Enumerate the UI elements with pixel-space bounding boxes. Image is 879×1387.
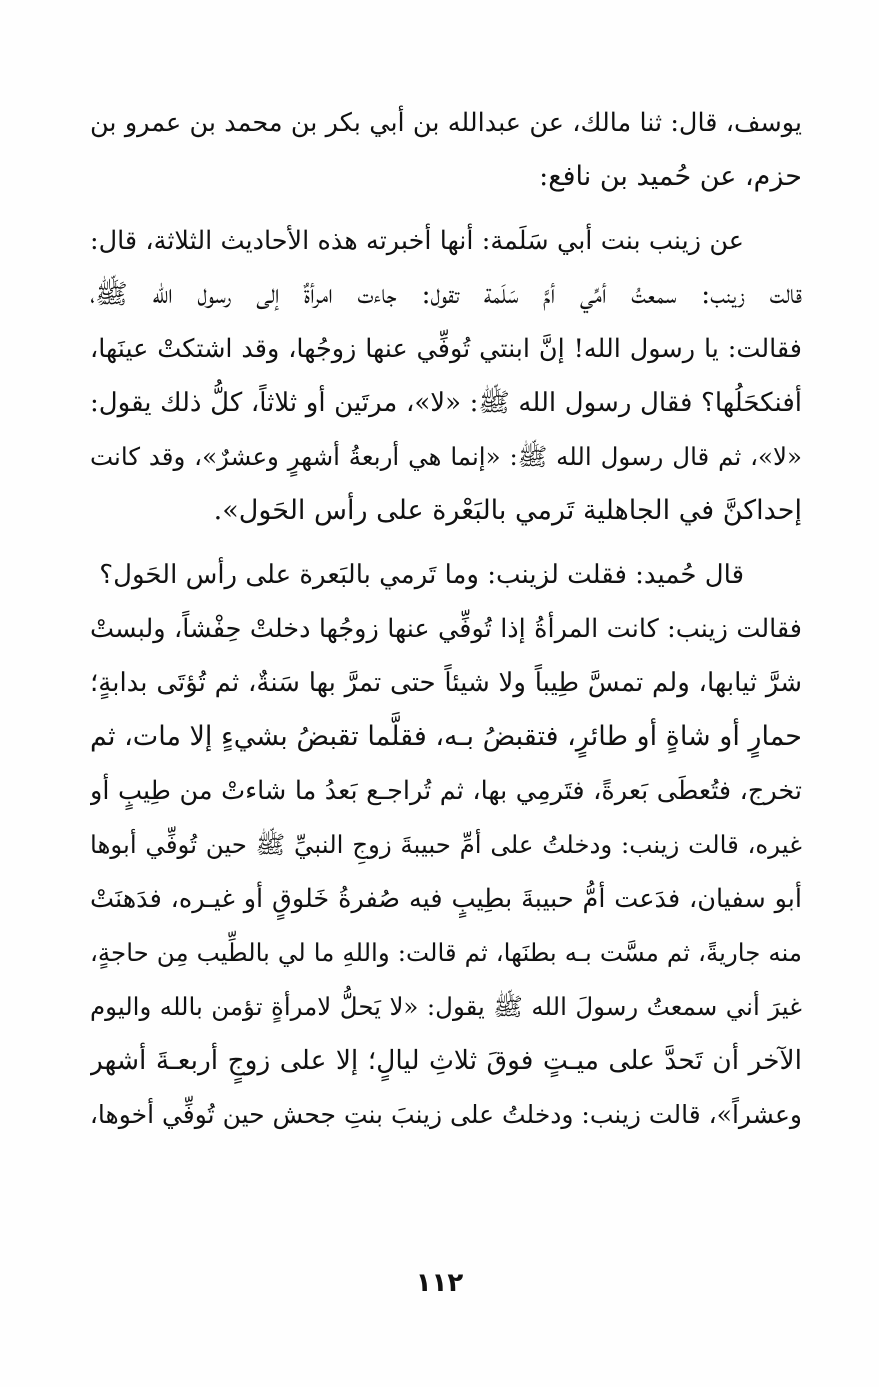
text-line: فقالت: يا رسول الله! إنَّ ابنتي تُوفِّي عنها زوجُها، وقد اشتكتْ عينَها،	[90, 334, 802, 364]
text-line: الآخر أن تَحدَّ على ميـتٍ فوقَ ثلاثِ ليالٍ؛ إلا على زوجٍ أربعـةَ أشهر	[90, 1045, 802, 1076]
text-line: فقالت زينب: كانت المرأةُ إذا تُوفِّي عنها زوجُها دخلتْ حِفْشاً، ولبستْ	[90, 614, 802, 644]
text-line: إحداكنَّ في الجاهلية تَرمي بالبَعْرة على رأس الحَول».	[213, 495, 802, 526]
text-line: حزم، عن حُميد بن نافع:	[539, 161, 802, 192]
text-line: وعشراً»، قالت زينب: ودخلتُ على زينبَ بنتِ جحش حين تُوفِّي أخوها،	[90, 1100, 802, 1129]
text-line: غيره، قالت زينب: ودخلتُ على أمِّ حبيبةَ زوجِ النبيِّ ﷺ حين تُوفِّي أبوها	[90, 830, 802, 859]
text-line: شرَّ ثيابها، ولم تمسَّ طِيباً ولا شيئاً حتى تمرَّ بها سَنةٌ، ثم تُؤتَى بدابةٍ؛	[90, 668, 802, 698]
text-line: غيرَ أني سمعتُ رسولَ الله ﷺ يقول: «لا يَحلُّ لامرأةٍ تؤمن بالله واليوم	[90, 992, 802, 1021]
body-text	[90, 96, 802, 1142]
text-line: عن زينب بنت أبي سَلَمة: أنها أخبرته هذه الأحاديث الثلاثة، قال:	[90, 226, 744, 256]
text-line: يوسف، قال: ثنا مالك، عن عبدالله بن أبي بكر بن محمد بن عمرو بن	[90, 108, 802, 138]
text-line: قالت زينب: سمعتُ أمِّي أمَّ سَلَمة تقول: جاءت امرأةٌ إلى رسول الله ﷺ،	[90, 279, 802, 310]
text-line: حمارٍ أو شاةٍ أو طائرٍ، فتقبضُ بـه، فقلَّما تقبضُ بشيءٍ إلا مات، ثم	[90, 721, 802, 752]
text-line: منه جاريةً، ثم مسَّت بـه بطنَها، ثم قالت: واللهِ ما لي بالطِّيب مِن حاجةٍ،	[90, 938, 802, 967]
text-line: أفنكحَلُها؟ فقال رسول الله ﷺ: «لا»، مرتَين أو ثلاثاً، كلُّ ذلك يقول:	[90, 388, 802, 418]
page-number: ١١٢	[415, 1268, 464, 1298]
paragraph-hadith	[90, 214, 802, 538]
text-line: أبو سفيان، فدَعت أمُّ حبيبةَ بطِيبٍ فيه صُفرةُ خَلوقٍ أو غيـره، فدَهنَتْ	[90, 884, 802, 914]
paragraph-chain-of-narration	[90, 96, 802, 204]
text-line: قال حُميد: فقلت لزينب: وما تَرمي بالبَعرة على رأس الحَول؟	[99, 560, 744, 590]
text-line: تخرج، فتُعطَى بَعرةً، فتَرمِي بها، ثم تُراجـع بَعدُ ما شاءتْ من طِيبٍ أو	[90, 776, 802, 806]
paragraph-explanation	[90, 548, 802, 1142]
text-line: «لا»، ثم قال رسول الله ﷺ: «إنما هي أربعةُ أشهرٍ وعشرٌ»، وقد كانت	[90, 442, 802, 471]
